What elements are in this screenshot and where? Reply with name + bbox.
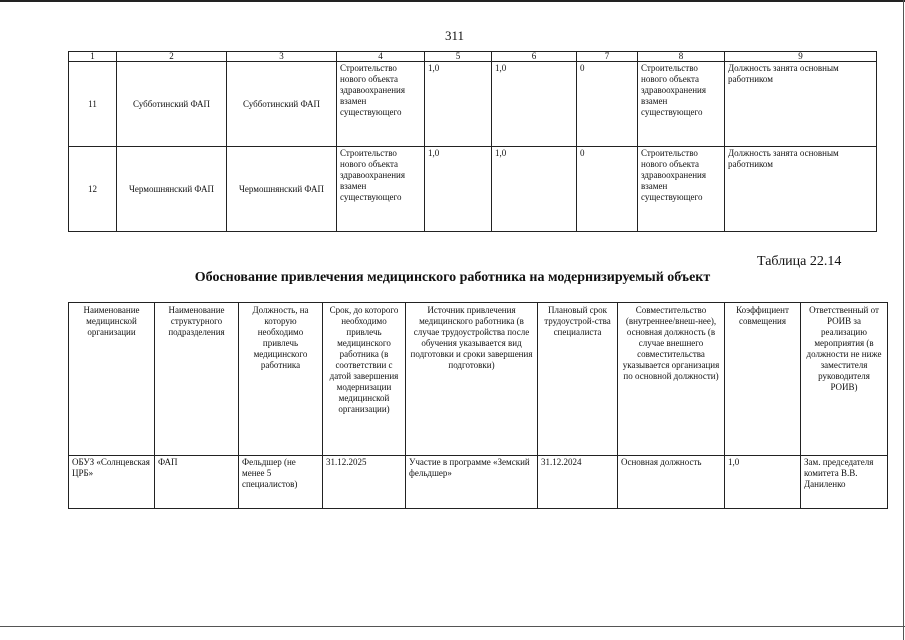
value-cell: 1,0: [492, 147, 577, 232]
column-number: 2: [117, 52, 227, 62]
value-cell: 1,0: [425, 147, 492, 232]
value-cell: 1,0: [492, 62, 577, 147]
column-number: 6: [492, 52, 577, 62]
measure-cell: Строительство нового объекта здравоохранения взамен существующего: [638, 62, 725, 147]
table-row: [69, 62, 877, 147]
value-cell: 0: [577, 62, 638, 147]
value-cell: 1,0: [425, 62, 492, 147]
table-row: [69, 456, 888, 509]
employment-type-cell: Основная должность: [618, 456, 725, 509]
bottom-border: [0, 626, 905, 627]
measure-cell: Строительство нового объекта здравоохранения взамен существующего: [337, 147, 425, 232]
column-header: Срок, до которого необходимо привлечь медицинского работника (в соответствии с датой завершения модернизации медицинской организации): [323, 303, 406, 456]
unit-cell: Субботинский ФАП: [227, 62, 337, 147]
column-header: Ответственный от РОИВ за реализацию мероприятия (в должности не ниже заместителя руководителя РОИВ): [801, 303, 888, 456]
table-row: [69, 147, 877, 232]
recruitment-table: [68, 302, 888, 509]
column-header: Наименование медицинской организации: [69, 303, 155, 456]
source-cell: Участие в программе «Земский фельдшер»: [406, 456, 538, 509]
organization-cell: Чермошнянский ФАП: [117, 147, 227, 232]
organization-cell: ОБУЗ «Солнцевская ЦРБ»: [69, 456, 155, 509]
column-number: 9: [725, 52, 877, 62]
page-number: 311: [445, 28, 465, 43]
organization-cell: Субботинский ФАП: [117, 62, 227, 147]
row-number: 12: [69, 147, 117, 232]
staffing-table: [68, 51, 877, 232]
column-header: Наименование структурного подразделения: [155, 303, 239, 456]
column-number: 7: [577, 52, 638, 62]
unit-cell: Чермошнянский ФАП: [227, 147, 337, 232]
right-border: [903, 0, 904, 640]
column-header: Источник привлечения медицинского работника (в случае трудоустройства после обучения указывается вид подготовки и сроки завершения подготовки): [406, 303, 538, 456]
table-header-row: [69, 303, 888, 456]
column-header: Коэффициент совмещения: [725, 303, 801, 456]
value-cell: 0: [577, 147, 638, 232]
column-header: Должность, на которую необходимо привлечь медицинского работника: [239, 303, 323, 456]
status-cell: Должность занята основным работником: [725, 62, 877, 147]
column-number: 4: [337, 52, 425, 62]
row-number: 11: [69, 62, 117, 147]
column-number: 5: [425, 52, 492, 62]
column-header: Совместительство (внутреннее/внеш-нее), основная должность (в случае внешнего совместительства указывается организация по основной должности): [618, 303, 725, 456]
column-number: 8: [638, 52, 725, 62]
coefficient-cell: 1,0: [725, 456, 801, 509]
section-heading: Обоснование привлечения медицинского работника на модернизируемый объект: [194, 270, 711, 285]
measure-cell: Строительство нового объекта здравоохранения взамен существующего: [337, 62, 425, 147]
measure-cell: Строительство нового объекта здравоохранения взамен существующего: [638, 147, 725, 232]
column-header: Плановый срок трудоустрой-ства специалиста: [538, 303, 618, 456]
responsible-cell: Зам. председателя комитета В.В. Даниленко: [801, 456, 888, 509]
deadline-cell: 31.12.2025: [323, 456, 406, 509]
unit-cell: ФАП: [155, 456, 239, 509]
planned-date-cell: 31.12.2024: [538, 456, 618, 509]
table-header-row: [69, 52, 877, 62]
column-number: 3: [227, 52, 337, 62]
position-cell: Фельдшер (не менее 5 специалистов): [239, 456, 323, 509]
column-number: 1: [69, 52, 117, 62]
status-cell: Должность занята основным работником: [725, 147, 877, 232]
top-border: [0, 0, 905, 2]
table-caption: Таблица 22.14: [757, 254, 842, 269]
